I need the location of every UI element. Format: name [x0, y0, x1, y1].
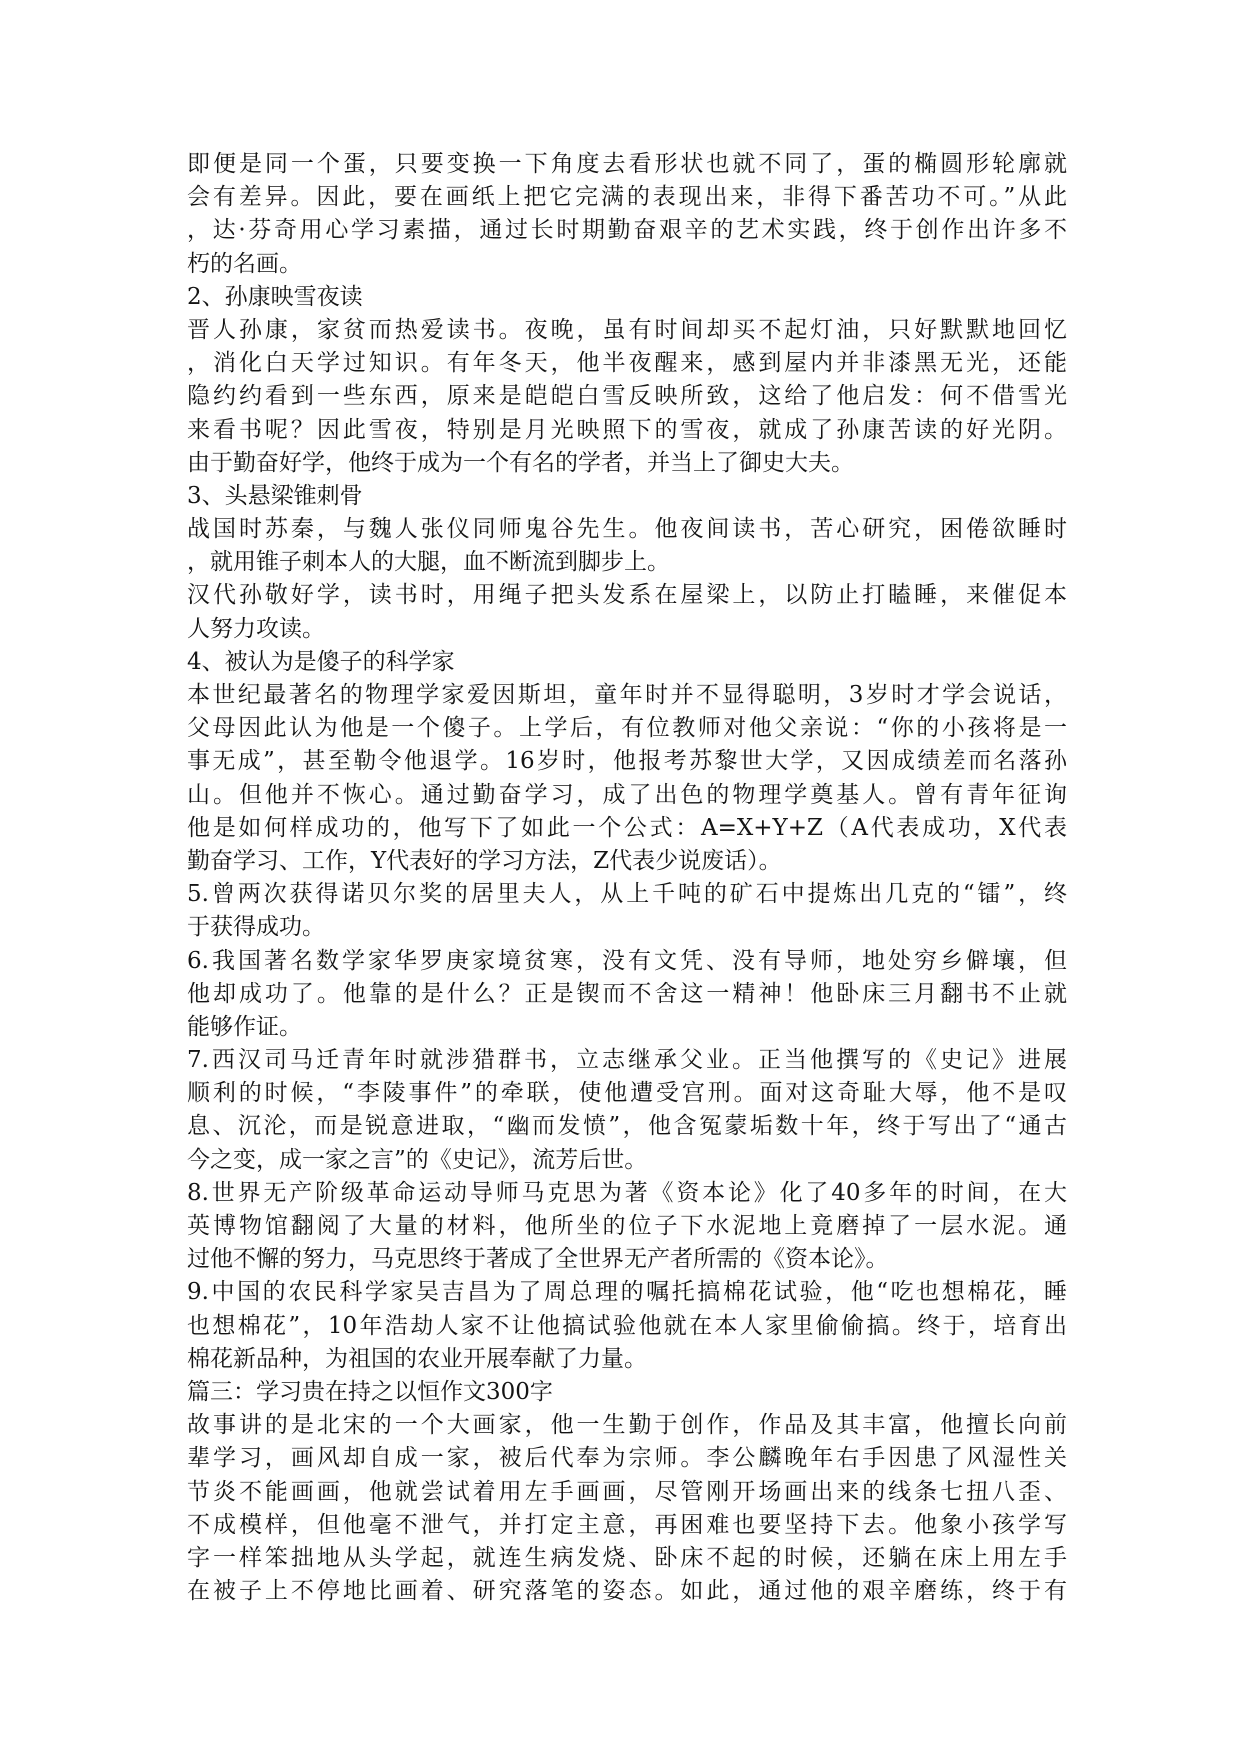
text-line: 本世纪最著名的物理学家爱因斯坦，童年时并不显得聪明，3岁时才学会说话， — [187, 682, 1067, 708]
text-line: 节炎不能画画，他就尝试着用左手画画，尽管刚开场画出来的线条七扭八歪、 — [187, 1478, 1067, 1505]
text-line: 息、沉沦，而是锐意进取，“幽而发愤”，他含冤蒙垢数十年，终于写出了“通古 — [187, 1113, 1067, 1140]
text-line: 也想棉花”，10年浩劫人家不让他搞试验他就在本人家里偷偷搞。终于，培育出 — [187, 1312, 1067, 1339]
text-line: ，达·芬奇用心学习素描，通过长时期勤奋艰辛的艺术实践，终于创作出许多不 — [187, 217, 1067, 244]
text-line: 过他不懈的努力，马克思终于著成了全世界无产者所需的《资本论》。 — [187, 1246, 889, 1273]
document-body — [187, 148, 1067, 1608]
text-line: 会有差异。因此，要在画纸上把它完满的表现出来，非得下番苦功不可。”从此 — [187, 184, 1067, 211]
text-line: 父母因此认为他是一个傻子。上学后，有位教师对他父亲说：“你的小孩将是一 — [187, 715, 1067, 742]
text-line: 在被子上不停地比画着、研究落笔的姿态。如此，通过他的艰辛磨练，终于有 — [187, 1578, 1067, 1605]
text-line: 他却成功了。他靠的是什么？正是锲而不舍这一精神！他卧床三月翻书不止就 — [187, 980, 1067, 1007]
text-line: 字一样笨拙地从头学起，就连生病发烧、卧床不起的时候，还躺在床上用左手 — [187, 1544, 1067, 1571]
text-line: 3、头悬梁锥刺骨 — [187, 482, 363, 509]
text-line: 2、孙康映雪夜读 — [187, 283, 363, 310]
text-line: 战国时苏秦，与魏人张仪同师鬼谷先生。他夜间读书，苦心研究，困倦欲睡时 — [187, 516, 1067, 543]
text-line: 7.西汉司马迁青年时就涉猎群书，立志继承父业。正当他撰写的《史记》进展 — [187, 1047, 1067, 1074]
text-line: ，消化白天学过知识。有年冬天，他半夜醒来，感到屋内并非漆黑无光，还能 — [187, 350, 1067, 377]
text-line: 山。但他并不恢心。通过勤奋学习，成了出色的物理学奠基人。曾有青年征询 — [187, 781, 1067, 808]
text-line: 即便是同一个蛋，只要变换一下角度去看形状也就不同了，蛋的椭圆形轮廓就 — [187, 151, 1067, 177]
text-line: 8.世界无产阶级革命运动导师马克思为著《资本论》化了40多年的时间，在大 — [187, 1179, 1067, 1206]
text-line: 勤奋学习、工作，Y代表好的学习方法，Z代表少说废话）。 — [187, 847, 782, 874]
text-line: 英博物馆翻阅了大量的材料，他所坐的位子下水泥地上竟磨掉了一层水泥。通 — [187, 1213, 1067, 1239]
text-line: 汉代孙敬好学，读书时，用绳子把头发系在屋梁上，以防止打瞌睡，来催促本 — [187, 582, 1067, 609]
text-line: 朽的名画。 — [187, 250, 302, 277]
text-line: 篇三：学习贵在持之以恒作文300字 — [187, 1378, 553, 1405]
text-line: 4、被认为是傻子的科学家 — [187, 648, 455, 675]
text-line: 于获得成功。 — [187, 914, 325, 941]
text-line: 人努力攻读。 — [187, 615, 325, 642]
text-line: 由于勤奋好学，他终于成为一个有名的学者，并当上了御史大夫。 — [187, 449, 854, 476]
text-line: 今之变，成一家之言”的《史记》，流芳后世。 — [187, 1146, 648, 1173]
text-line: ，就用锥子刺本人的大腿，血不断流到脚步上。 — [187, 549, 670, 576]
text-line: 他是如何样成功的，他写下了如此一个公式：A=X+Y+Z（A代表成功，X代表 — [187, 814, 1067, 841]
text-line: 隐约约看到一些东西，原来是皑皑白雪反映所致，这给了他启发：何不借雪光 — [187, 383, 1067, 410]
text-line: 能够作证。 — [187, 1013, 302, 1040]
text-line: 事无成”，甚至勒令他退学。16岁时，他报考苏黎世大学，又因成绩差而名落孙 — [187, 748, 1067, 775]
text-line: 来看书呢？因此雪夜，特别是月光映照下的雪夜，就成了孙康苦读的好光阴。 — [187, 416, 1067, 443]
text-line: 顺利的时候，“李陵事件”的牵联，使他遭受宫刑。面对这奇耻大辱，他不是叹 — [187, 1080, 1067, 1107]
text-line: 晋人孙康，家贫而热爱读书。夜晚，虽有时间却买不起灯油，只好默默地回忆 — [187, 316, 1067, 343]
text-line: 6.我国著名数学家华罗庚家境贫寒，没有文凭、没有导师，地处穷乡僻壤，但 — [187, 947, 1067, 974]
text-line: 5.曾两次获得诺贝尔奖的居里夫人，从上千吨的矿石中提炼出几克的“镭”，终 — [187, 881, 1067, 908]
text-line: 9.中国的农民科学家吴吉昌为了周总理的嘱托搞棉花试验，他“吃也想棉花，睡 — [187, 1279, 1067, 1306]
text-line: 辈学习，画风却自成一家，被后代奉为宗师。李公麟晚年右手因患了风湿性关 — [187, 1445, 1067, 1472]
text-line: 不成模样，但他毫不泄气，并打定主意，再困难也要坚持下去。他象小孩学写 — [187, 1511, 1067, 1538]
text-line: 故事讲的是北宋的一个大画家，他一生勤于创作，作品及其丰富，他擅长向前 — [187, 1412, 1067, 1439]
text-line: 棉花新品种，为祖国的农业开展奉献了力量。 — [187, 1345, 647, 1372]
